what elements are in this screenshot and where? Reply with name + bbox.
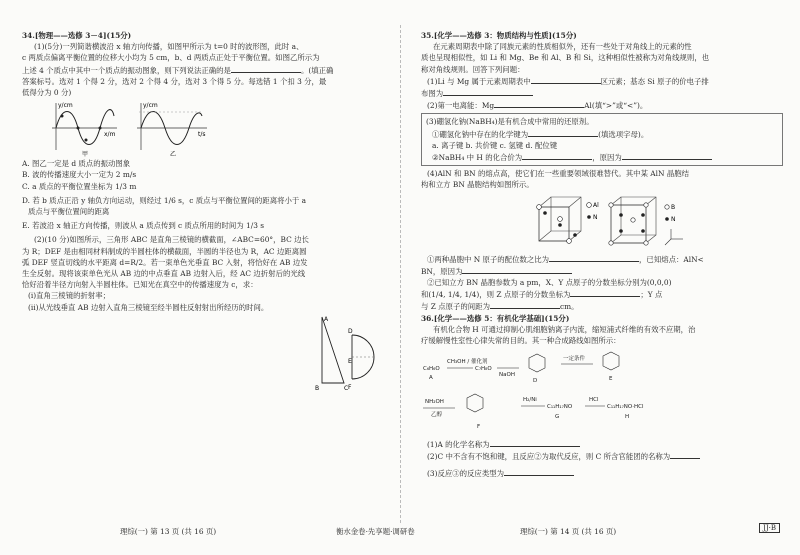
point-b bbox=[77, 127, 80, 130]
label-D: D bbox=[348, 327, 353, 335]
answer-blank[interactable] bbox=[531, 75, 601, 84]
q35-4-text: ①两种晶胞中 N 原子的配位数之比为 bbox=[427, 254, 550, 264]
point-a bbox=[61, 115, 64, 118]
scheme-a: C₆H₆O bbox=[423, 366, 440, 373]
axis-y-label-yi: y/cm bbox=[143, 102, 158, 110]
answer-blank[interactable] bbox=[490, 300, 560, 309]
scheme-k: C₁₁H₁₇NO·HCl bbox=[607, 404, 644, 411]
q36-2 bbox=[421, 450, 783, 462]
prism-figure bbox=[22, 313, 384, 393]
label-B: B bbox=[315, 384, 320, 392]
scheme-g: 乙醇 bbox=[431, 412, 443, 419]
paper-tag: JJ·B bbox=[759, 523, 780, 533]
axis-t-label: t/s bbox=[198, 131, 206, 139]
scheme-e: 一定条件 bbox=[563, 356, 586, 363]
q34-2-sub-i: (ⅰ)直角三棱镜的折射率； bbox=[28, 291, 111, 301]
q36-3-text: (3)反应③的反应类型为 bbox=[427, 468, 504, 478]
q35-1-text-b: 区元素；基态 Si 原子的价电子排 bbox=[600, 76, 709, 86]
q34-1-line: 低得分为 0 分) bbox=[22, 88, 72, 98]
scheme-f: NH₂OH bbox=[425, 399, 444, 406]
wave-figure-yi bbox=[137, 102, 207, 158]
prism-triangle bbox=[322, 317, 344, 383]
semicircle-arc bbox=[352, 335, 374, 379]
q35-3-line bbox=[426, 151, 778, 163]
answer-blank[interactable] bbox=[490, 438, 580, 447]
q35-1-cont bbox=[421, 87, 783, 99]
ring-f bbox=[467, 394, 483, 412]
option-c: C. a 质点的平衡位置坐标为 1/3 m bbox=[22, 181, 137, 191]
scheme-i: C₁₁H₁₇NO bbox=[547, 404, 573, 411]
q36-intro: 有机化合物 H 可通过抑制心肌细胞钠离子内流，缩短浦式纤维的有效不应期，治 bbox=[433, 324, 696, 334]
column-divider bbox=[400, 25, 401, 523]
label-E: E bbox=[348, 357, 352, 365]
q35-4-text-d: 和(1/4, 1/4, 1/4)，则 Z 点原子的分数坐标为 bbox=[421, 290, 571, 300]
scheme-c: C₇H₈O bbox=[475, 366, 492, 373]
q35-intro: 称对角线规则。回答下列问题： bbox=[421, 64, 525, 74]
fill-hint: 。(填正确 bbox=[300, 65, 334, 75]
label-F: F bbox=[348, 383, 352, 391]
q35-4-line bbox=[421, 288, 783, 300]
q35-4-text-g: cm。 bbox=[559, 302, 579, 312]
q35-4-text-b: ，已知熔点：AlN< bbox=[639, 254, 704, 264]
q35-4-line bbox=[421, 265, 783, 277]
answer-blank[interactable] bbox=[443, 87, 533, 96]
option-e: E. 若波沿 x 轴正方向传播，则波从 a 质点传到 c 质点所用的时间为 1/3 s bbox=[22, 221, 265, 231]
q36-title: 36.[化学——选修 5：有机化学基础](15分) bbox=[421, 313, 570, 323]
q34-2-sub-ii: (ⅱ)从光线垂直 AB 边射入直角三棱镜至经半圆柱反射射出所经历的时间。 bbox=[28, 302, 269, 312]
wave-figure-jia bbox=[52, 102, 117, 158]
scheme-j: HCl bbox=[589, 397, 599, 404]
q35-3-line bbox=[426, 128, 778, 140]
q34-1-line bbox=[22, 64, 384, 76]
q35-4-line: ②已知立方 BN 晶胞参数为 a pm，X、Y 点原子的分数坐标分别为(0,0,0) bbox=[427, 278, 672, 288]
answer-blank[interactable] bbox=[462, 265, 572, 274]
q34-1-line: c 两质点偏离平衡位置的位移大小均为 5 cm，b、d 两质点正处于平衡位置。如图乙所示为 bbox=[22, 53, 320, 63]
scheme-label-a: A bbox=[429, 375, 433, 382]
q35-3-options: a. 离子键 b. 共价键 c. 氢键 d. 配位键 bbox=[432, 140, 558, 150]
q36-2-text: (2)C 中不含有不饱和键，且反应②为取代反应，则 C 所含官能团的名称为 bbox=[427, 452, 671, 462]
ring-d bbox=[529, 354, 545, 372]
axis-y-label: y/cm bbox=[58, 102, 73, 110]
q36-1-text: (1)A 的化学名称为 bbox=[427, 440, 490, 450]
scheme-label-h: H bbox=[625, 414, 630, 421]
right-footer: 理综(一) 第 14 页 (共 16 页) bbox=[520, 527, 617, 536]
q35-3-box bbox=[421, 113, 783, 166]
legend-n2-marker bbox=[665, 217, 669, 221]
answer-blank[interactable] bbox=[494, 99, 584, 108]
wave-figures bbox=[22, 98, 222, 158]
legend-b-marker bbox=[665, 204, 669, 208]
point-d bbox=[99, 127, 102, 130]
q35-4-text-c: BN，原因为 bbox=[421, 266, 463, 276]
q35-4-line: 构和立方 BN 晶胞结构如图所示。 bbox=[421, 180, 534, 190]
synthesis-scheme bbox=[421, 346, 783, 438]
q35-4-text-f: 与 Z 点原子的间距为 bbox=[421, 302, 490, 312]
q34-1-line: 答案标号。选对 1 个得 2 分，选对 2 个得 4 分，选对 3 个得 5 分。每选错 1 个扣 3 分，最 bbox=[22, 76, 327, 86]
q35-2-text: (2)第一电离能：Mg bbox=[427, 101, 495, 111]
answer-blank[interactable] bbox=[570, 288, 640, 297]
q35-1 bbox=[421, 75, 783, 87]
answer-blank[interactable] bbox=[549, 253, 639, 262]
q35-4-text-e: ；Y 点 bbox=[640, 290, 663, 300]
point-c bbox=[85, 139, 88, 142]
legend-al-marker bbox=[587, 202, 592, 207]
q35-3-text-d: ，原因为 bbox=[592, 153, 622, 163]
legend-n-marker bbox=[587, 215, 591, 219]
right-column bbox=[421, 30, 783, 479]
answer-blank[interactable] bbox=[528, 128, 598, 137]
q36-intro: 疗缓解慢性室性心律失常的目的。其一种合成路线如图所示： bbox=[421, 336, 621, 346]
q36-1 bbox=[421, 438, 783, 450]
fig-jia-label: 甲 bbox=[82, 151, 89, 159]
q35-2 bbox=[421, 99, 783, 111]
q34-title: 34.[物理——选修 3－4](15分) bbox=[22, 31, 132, 40]
q35-title: 35.[化学——选修 3：物质结构与性质](15分) bbox=[421, 31, 577, 40]
legend-n: N bbox=[593, 213, 598, 221]
q35-1-text: (1)Li 与 Mg 属于元素周期表中 bbox=[427, 76, 531, 86]
label-C: C bbox=[344, 384, 349, 392]
q34-2-line: 生全反射。现将该束单色光从 AB 边的中点垂直 AB 边射入后，经 AC 边折射后的光线 bbox=[22, 269, 306, 279]
scheme-label-d: D bbox=[533, 378, 538, 385]
q35-4-line bbox=[421, 253, 783, 265]
q34-2-line: 弧 DEF 竖直切线的水平距离 d=R/2。若一束单色光垂直 BC 入射，将恰好在 AB 边发 bbox=[22, 257, 308, 267]
legend-al: Al bbox=[593, 201, 599, 209]
answer-blank[interactable] bbox=[670, 450, 700, 459]
q34-2-line: 为 R；DEF 是由相同材料制成的半圆柱体的横截面，半圆的半径也为 R，AC 边距离圆 bbox=[22, 246, 307, 256]
q34-2-line: (2)(10 分)如图所示，三角形 ABC 是直角三棱镜的横截面，∠ABC=60°，BC 边长 bbox=[34, 235, 309, 245]
scheme-b: CH₃OH / 催化剂 bbox=[447, 359, 488, 366]
q34-1-text: 上述 4 个质点中其中一个质点的振动图象，则下列说法正确的是 bbox=[22, 65, 231, 75]
answer-blank[interactable] bbox=[522, 151, 592, 160]
answer-blank[interactable] bbox=[504, 467, 574, 476]
answer-blank[interactable] bbox=[622, 151, 712, 160]
aln-cell bbox=[537, 197, 600, 243]
q35-intro: 在元素周期表中除了同族元素的性质相似外，还有一些处于对角线上的元素的性 bbox=[433, 42, 692, 52]
scheme-label-f: F bbox=[477, 424, 481, 431]
q35-3-text: ①硼氢化钠中存在的化学键为 bbox=[432, 129, 529, 139]
left-column bbox=[22, 30, 384, 393]
q35-2-text-b: Al(填“>”或“<”)。 bbox=[584, 101, 648, 111]
q35-4-line bbox=[421, 300, 783, 312]
fig-yi-label: 乙 bbox=[170, 151, 177, 159]
scheme-label-g: G bbox=[555, 414, 560, 421]
crystal-figures bbox=[421, 191, 783, 253]
scheme-label-e: E bbox=[609, 376, 613, 383]
q35-3-text-c: ②NaBH₄ 中 H 的化合价为 bbox=[432, 153, 523, 163]
scheme-h: H₂/Ni bbox=[523, 397, 537, 404]
q36-3 bbox=[421, 467, 783, 479]
q34-1-line: (1)(5分)一列简谐横波沿 x 轴方向传播，如图甲所示为 t=0 时的波形图，此时 a、 bbox=[34, 42, 304, 52]
axis-x-label: x/m bbox=[104, 131, 116, 139]
q35-4-line: (4)AlN 和 BN 的熔点高，使它们在一些重要领域很难替代。其中某 AlN 晶胞结 bbox=[427, 169, 689, 179]
scheme-d: NaOH bbox=[499, 372, 515, 379]
option-d: D. 若 b 质点正沿 y 轴负方向运动，则经过 1/6 s，c 质点与平衡位置间的距离将小于 a bbox=[22, 195, 307, 205]
bn-cell bbox=[609, 197, 683, 245]
q35-intro: 质也呈现相似性，如 Li 和 Mg、Be 和 Al、B 和 Si，这种相似性被称为对角线规则，也 bbox=[421, 53, 710, 63]
option-d-cont: 质点与平衡位置间的距离 bbox=[28, 207, 110, 217]
answer-blank[interactable] bbox=[231, 64, 301, 73]
q35-3-line: (3)硼氢化钠(NaBH₄)是有机合成中常用的还原剂。 bbox=[426, 117, 594, 127]
center-footer: 衡水金卷·先享题·调研卷 bbox=[336, 527, 415, 536]
q34-2-line: 恰好沿着半径方向射入半圆柱体。已知光在真空中的传播速度为 c，求： bbox=[22, 280, 258, 290]
label-A: A bbox=[324, 315, 329, 323]
left-footer: 理综(一) 第 13 页 (共 16 页) bbox=[120, 527, 217, 536]
option-a: A. 图乙一定是 d 质点的振动图象 bbox=[22, 159, 131, 169]
legend-n2: N bbox=[671, 215, 676, 223]
ring-e bbox=[603, 352, 619, 370]
q35-3-text-b: (填选项字母)。 bbox=[598, 129, 649, 139]
option-b: B. 波的传播速度大小一定为 2 m/s bbox=[22, 170, 137, 180]
legend-b: B bbox=[671, 203, 676, 211]
q35-1-text-c: 布图为 bbox=[421, 89, 444, 99]
